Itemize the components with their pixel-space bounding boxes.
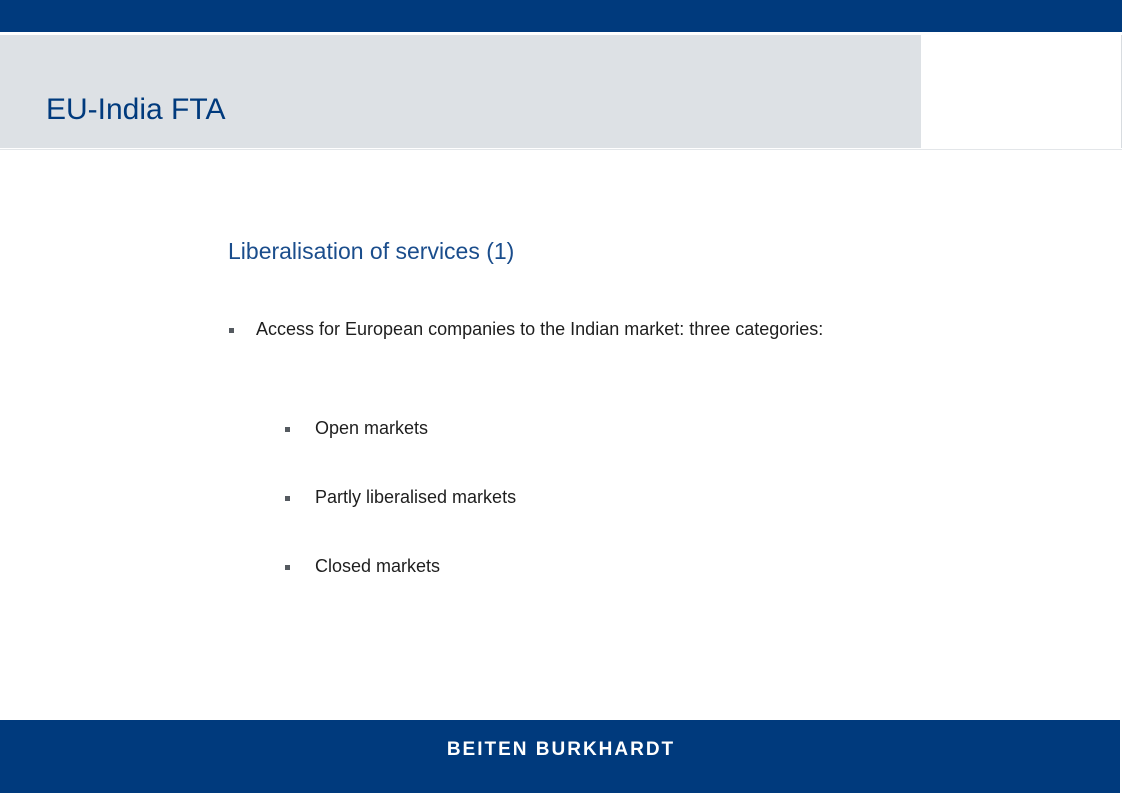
slide-title: EU-India FTA <box>46 93 226 126</box>
sub-bullet-item <box>285 488 516 513</box>
square-bullet-icon <box>285 496 290 501</box>
title-divider <box>0 149 1122 150</box>
sub-bullet-text: Closed markets <box>315 556 441 576</box>
section-subtitle: Liberalisation of services (1) <box>228 238 515 264</box>
sub-bullet-text: Open markets <box>315 418 429 438</box>
bullet-text: Access for European companies to the Indian market: three categories: <box>256 319 824 339</box>
footer-bar <box>0 720 1122 793</box>
sub-bullet-item <box>285 419 428 444</box>
square-bullet-icon <box>229 328 234 333</box>
sub-bullet-text: Partly liberalised markets <box>315 487 517 507</box>
bullet-item <box>229 320 836 345</box>
square-bullet-icon <box>285 565 290 570</box>
title-band <box>0 35 921 148</box>
brand-logo: BEITEN BURKHARDT <box>446 739 676 760</box>
title-band-right-panel <box>921 35 1122 148</box>
square-bullet-icon <box>285 427 290 432</box>
top-bar <box>0 0 1122 32</box>
sub-bullet-item <box>285 557 440 582</box>
